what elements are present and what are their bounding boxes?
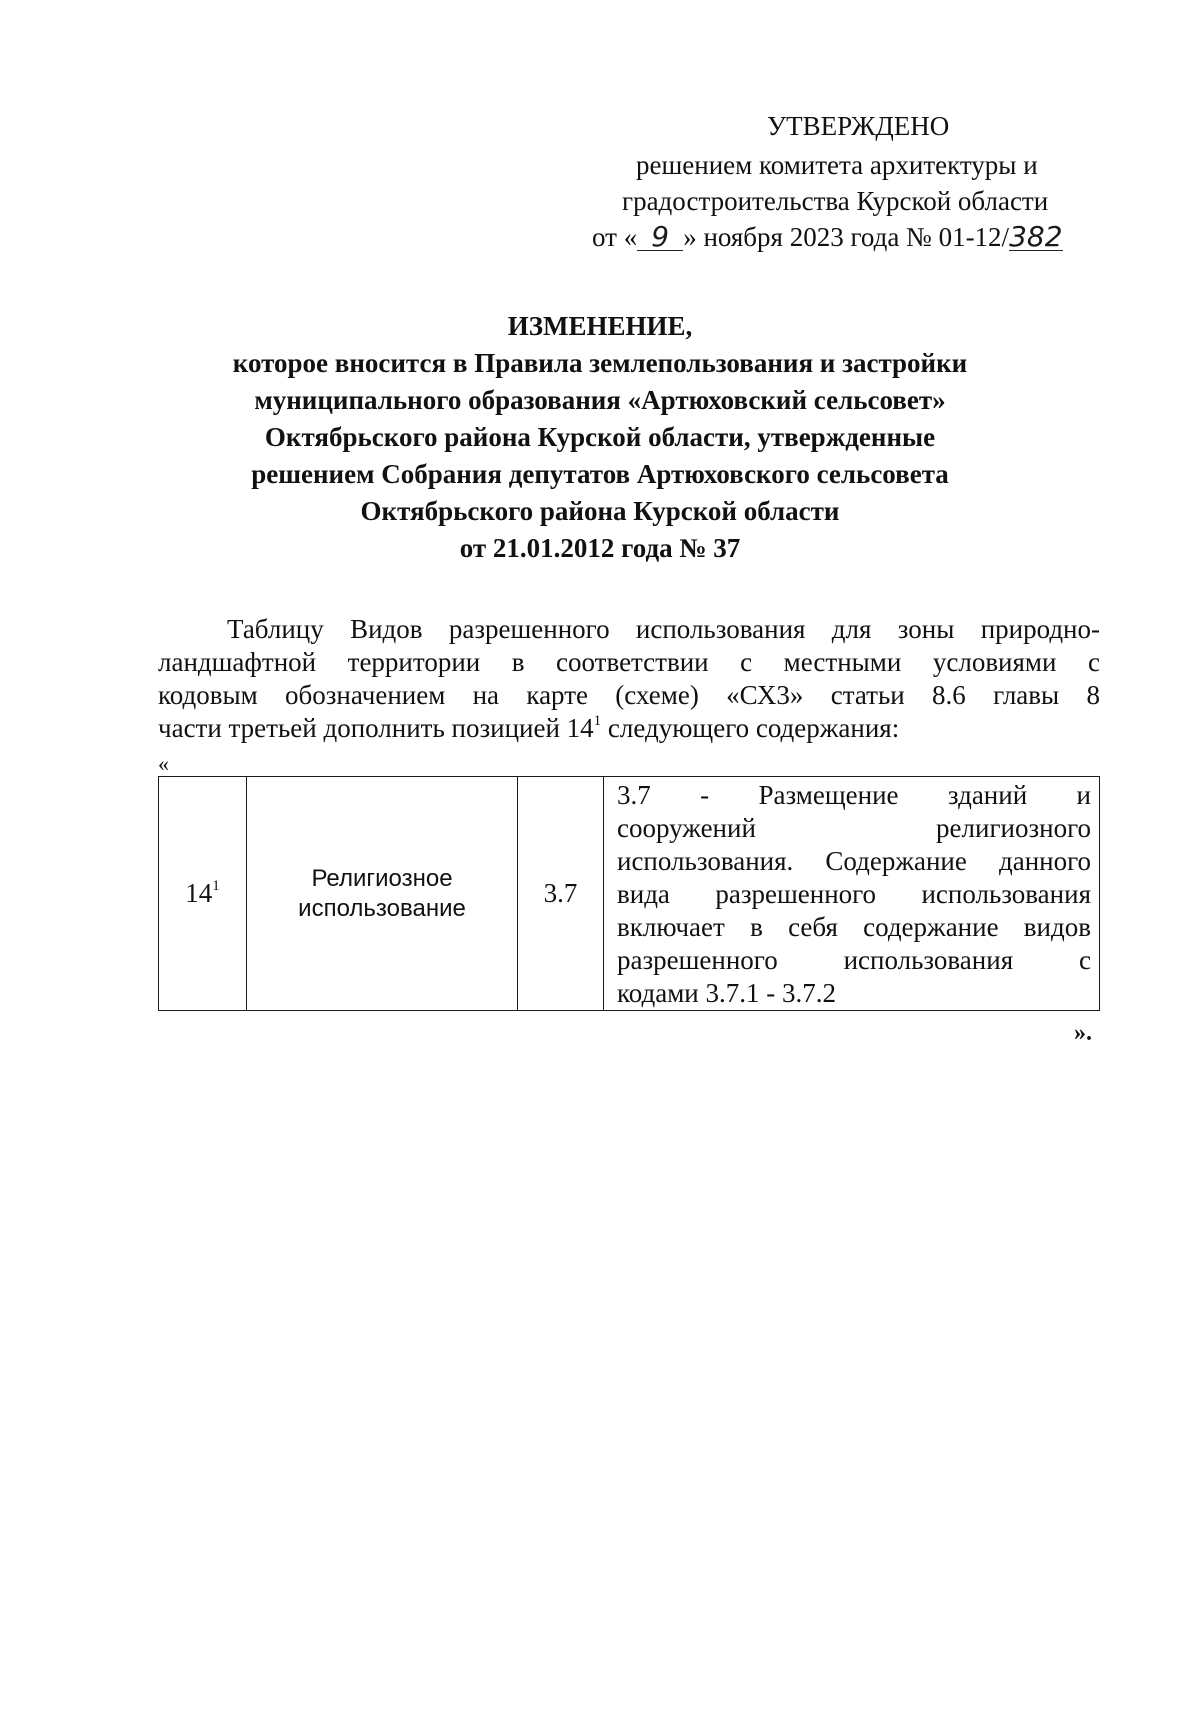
paragraph-line: кодовым обозначением на карте (схеме) «СХ3» статьи 8.6 главы 8 [158, 680, 1100, 710]
heading-title: ИЗМЕНЕНИЕ, [507, 311, 693, 341]
cell-use-name [247, 777, 518, 1011]
use-code: 3.7 [543, 878, 578, 908]
heading-line: Октябрьского района Курской области, утвержденные [264, 422, 936, 452]
cell-position-number [159, 777, 247, 1011]
handwritten-number-field [1009, 220, 1063, 253]
heading-line: от 21.01.2012 года № 37 [459, 533, 741, 563]
description-line: 3.7 - Размещение зданий и [617, 780, 1091, 810]
handwritten-day-field [637, 220, 683, 253]
paragraph-line: Таблицу Видов разрешенного использования для зоны природно- [227, 614, 1100, 644]
closing-quote: ». [1074, 1020, 1092, 1046]
approval-date-prefix: от « [592, 222, 638, 252]
approval-date-middle: » ноября 2023 года № 01-12/ [683, 222, 1010, 252]
description-line: разрешенного использования с [617, 945, 1091, 975]
handwritten-number: 382 [1009, 220, 1063, 253]
cell-description [604, 777, 1100, 1011]
heading-line: которое вносится в Правила землепользования и застройки [232, 348, 968, 378]
approval-line-1: решением комитета архитектуры и [636, 150, 1038, 180]
approval-line-2: градостроительства Курской области [622, 186, 1049, 216]
use-name-line: использование [298, 894, 466, 922]
body-paragraph [158, 613, 1100, 745]
paragraph-line-last [158, 712, 1100, 745]
position-number: 14 [185, 878, 213, 908]
handwritten-day: 9 [651, 220, 670, 253]
description-line: кодами 3.7.1 - 3.7.2 [617, 978, 836, 1008]
approval-line-3 [592, 219, 1063, 256]
table-row [159, 777, 1100, 1011]
heading-line: Октябрьского района Курской области [360, 496, 840, 526]
paragraph-line: ландшафтной территории в соответствии с местными условиями с [158, 647, 1100, 677]
opening-quote: « [158, 751, 169, 776]
superscript: 1 [593, 713, 602, 729]
paragraph-text: следующего содержания: [601, 713, 900, 743]
superscript: 1 [212, 878, 220, 894]
use-name-line: Религиозное [311, 864, 453, 892]
land-use-table [158, 776, 1100, 1011]
approval-title: УТВЕРЖДЕНО [767, 111, 950, 141]
cell-code [518, 777, 604, 1011]
document-heading [180, 308, 1020, 567]
description-line: использования. Содержание данного [617, 846, 1091, 876]
paragraph-text: части третьей дополнить позицией 14 [158, 713, 594, 743]
description-line: вида разрешенного использования [617, 879, 1091, 909]
heading-line: решением Собрания депутатов Артюховского сельсовета [251, 459, 949, 489]
description-line: сооружений религиозного [617, 813, 1091, 843]
description-line: включает в себя содержание видов [617, 912, 1091, 942]
heading-line: муниципального образования «Артюховский сельсовет» [254, 385, 946, 415]
